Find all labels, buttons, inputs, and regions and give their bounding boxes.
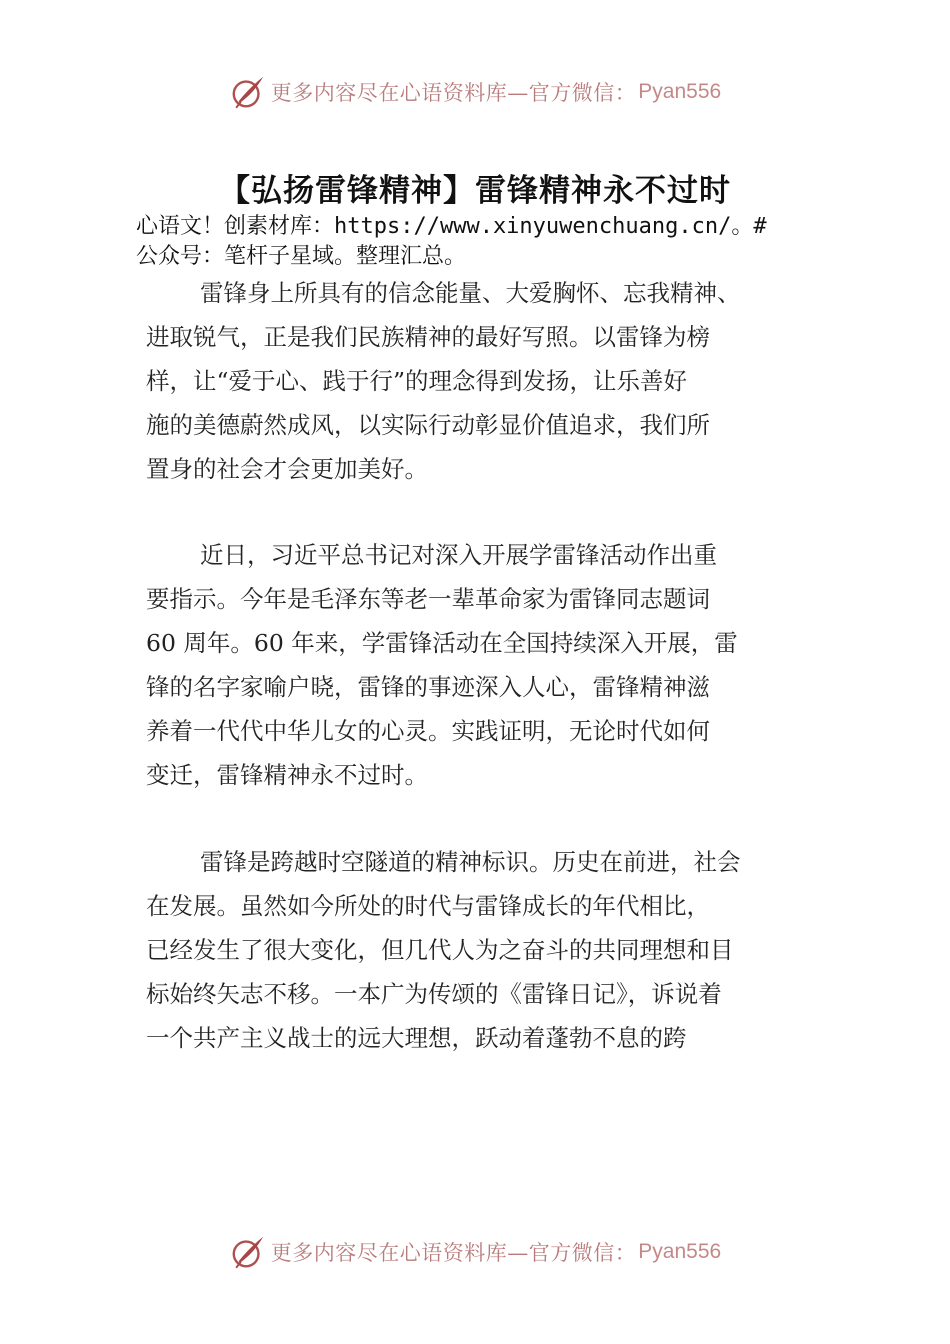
banner-wechat-id: Pyan556 <box>638 80 722 103</box>
header-banner <box>0 72 950 112</box>
source-line: 公众号：笔杆子星域。整理汇总。 <box>136 244 467 269</box>
footer-banner <box>0 1232 950 1272</box>
quill-logo-icon <box>229 73 267 111</box>
paragraph-line: 近日，习近平总书记对深入开展学雷锋活动作出重 <box>200 541 717 569</box>
source-note <box>136 212 836 272</box>
banner-text: 更多内容尽在心语资料库—官方微信： <box>270 81 637 105</box>
paragraph-line: 置身的社会才会更加美好。 <box>146 455 428 483</box>
paragraph-line: 养着一代代中华儿女的心灵。实践证明，无论时代如何 <box>146 717 710 745</box>
paragraph-line: 60 周年。60 年来，学雷锋活动在全国持续深入开展，雷 <box>146 629 738 657</box>
paragraph-1 <box>146 271 826 491</box>
paragraph-3 <box>146 840 826 1060</box>
paragraph-line: 要指示。今年是毛泽东等老一辈革命家为雷锋同志题词 <box>146 585 710 613</box>
paragraph-line: 样，让“爱于心、践于行”的理念得到发扬，让乐善好 <box>146 367 688 395</box>
paragraph-line: 已经发生了很大变化，但几代人为之奋斗的共同理想和目 <box>146 936 734 964</box>
document-title: 【弘扬雷锋精神】雷锋精神永不过时 <box>219 173 731 209</box>
paragraph-2 <box>146 533 826 797</box>
paragraph-line: 施的美德蔚然成风，以实际行动彰显价值追求，我们所 <box>146 411 710 439</box>
paragraph-line: 雷锋是跨越时空隧道的精神标识。历史在前进，社会 <box>200 848 741 876</box>
paragraph-line: 锋的名字家喻户晓，雷锋的事迹深入人心，雷锋精神滋 <box>146 673 710 701</box>
paragraph-line: 标始终矢志不移。一本广为传颂的《雷锋日记》，诉说着 <box>146 980 722 1008</box>
paragraph-line: 进取锐气，正是我们民族精神的最好写照。以雷锋为榜 <box>146 323 710 351</box>
quill-logo-icon <box>229 1233 267 1271</box>
banner-text: 更多内容尽在心语资料库—官方微信： <box>270 1241 637 1265</box>
banner-wechat-id: Pyan556 <box>638 1240 722 1263</box>
source-line: 心语文！创素材库：https://www.xinyuwenchuang.cn/。# <box>136 214 767 239</box>
paragraph-line: 在发展。虽然如今所处的时代与雷锋成长的年代相比， <box>146 892 710 920</box>
paragraph-line: 一个共产主义战士的远大理想，跃动着蓬勃不息的跨 <box>146 1024 687 1052</box>
paragraph-line: 变迁，雷锋精神永不过时。 <box>146 761 428 789</box>
paragraph-line: 雷锋身上所具有的信念能量、大爱胸怀、忘我精神、 <box>200 279 741 307</box>
